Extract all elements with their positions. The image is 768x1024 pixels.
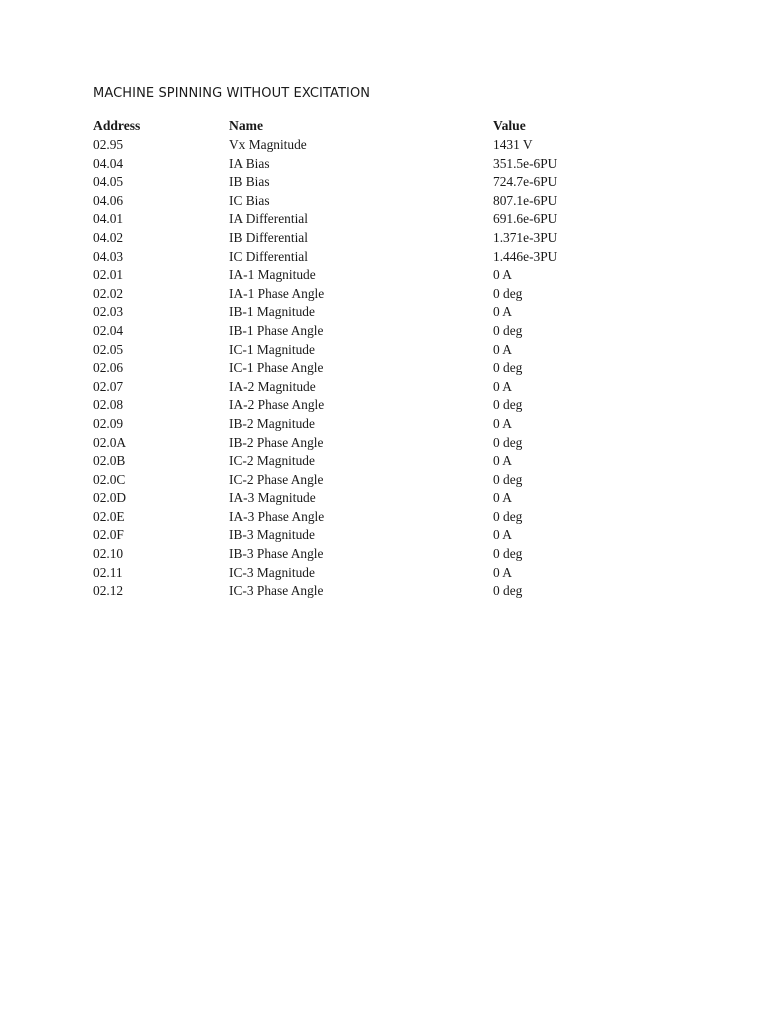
table-row	[93, 434, 653, 453]
cell-name: IA-1 Phase Angle	[229, 285, 325, 301]
cell-value: 0 A	[493, 341, 512, 357]
table-row	[93, 415, 653, 434]
cell-address: 02.07	[93, 378, 124, 394]
cell-address: 04.03	[93, 248, 124, 264]
table-row	[93, 341, 653, 360]
cell-address: 02.0D	[93, 490, 127, 506]
cell-address: 04.04	[93, 155, 124, 171]
cell-value: 807.1e-6PU	[493, 192, 558, 208]
cell-name: IB-1 Magnitude	[229, 304, 315, 320]
table-row	[93, 303, 653, 322]
table-row	[93, 452, 653, 471]
cell-address: 02.11	[93, 564, 123, 580]
cell-value: 0 A	[493, 267, 512, 283]
table-row	[93, 173, 653, 192]
cell-address: 02.12	[93, 583, 124, 599]
cell-name: IA Differential	[229, 211, 308, 227]
cell-value: 0 deg	[493, 508, 523, 524]
table-row	[93, 322, 653, 341]
table-row	[93, 508, 653, 527]
cell-name: IB-2 Magnitude	[229, 415, 315, 431]
cell-value: 0 deg	[493, 285, 523, 301]
cell-name: IA-2 Phase Angle	[229, 397, 325, 413]
cell-value: 0 deg	[493, 397, 523, 413]
table-row	[93, 396, 653, 415]
cell-name: IB-2 Phase Angle	[229, 434, 324, 450]
cell-address: 02.0E	[93, 508, 125, 524]
cell-name: IC-2 Magnitude	[229, 453, 315, 469]
cell-address: 04.06	[93, 192, 124, 208]
cell-value: 0 A	[493, 453, 512, 469]
cell-address: 04.05	[93, 174, 124, 190]
cell-value: 351.5e-6PU	[493, 155, 558, 171]
table-row	[93, 564, 653, 583]
cell-name: IA-1 Magnitude	[229, 267, 316, 283]
cell-value: 0 A	[493, 378, 512, 394]
table-row	[93, 471, 653, 490]
cell-value: 0 deg	[493, 471, 523, 487]
cell-address: 02.04	[93, 322, 124, 338]
cell-value: 0 A	[493, 304, 512, 320]
cell-name: IC-2 Phase Angle	[229, 471, 324, 487]
cell-value: 0 deg	[493, 360, 523, 376]
cell-value: 0 deg	[493, 583, 523, 599]
cell-value: 0 deg	[493, 434, 523, 450]
cell-address: 02.0F	[93, 527, 124, 543]
table-row	[93, 582, 653, 601]
table-body	[93, 136, 653, 601]
header-row	[93, 117, 653, 136]
cell-address: 04.01	[93, 211, 124, 227]
table-row	[93, 359, 653, 378]
cell-address: 02.05	[93, 341, 124, 357]
measurement-table	[93, 117, 653, 601]
cell-address: 02.03	[93, 304, 124, 320]
cell-name: IC Bias	[229, 192, 270, 208]
cell-name: Vx Magnitude	[229, 137, 307, 152]
cell-name: IA Bias	[229, 155, 270, 171]
table-row	[93, 266, 653, 285]
cell-value: 0 A	[493, 415, 512, 431]
cell-value: 0 A	[493, 490, 512, 506]
cell-name: IA-3 Magnitude	[229, 490, 316, 506]
cell-name: IB-1 Phase Angle	[229, 322, 324, 338]
cell-address: 02.0B	[93, 453, 126, 469]
cell-address: 02.95	[93, 137, 124, 152]
column-header-value: Value	[493, 118, 526, 134]
table-row	[93, 285, 653, 304]
cell-name: IC Differential	[229, 248, 308, 264]
table-row	[93, 155, 653, 174]
table-row	[93, 489, 653, 508]
cell-value: 724.7e-6PU	[493, 174, 558, 190]
column-header-name: Name	[229, 118, 263, 134]
cell-value: 691.6e-6PU	[493, 211, 558, 227]
cell-name: IA-3 Phase Angle	[229, 508, 325, 524]
cell-address: 02.06	[93, 360, 124, 376]
cell-address: 02.09	[93, 415, 124, 431]
cell-name: IB Bias	[229, 174, 270, 190]
cell-name: IC-1 Phase Angle	[229, 360, 324, 376]
table-header	[93, 117, 653, 136]
cell-value: 1.446e-3PU	[493, 248, 558, 264]
page-title: MACHINE SPINNING WITHOUT EXCITATION	[93, 86, 371, 101]
cell-value: 1.371e-3PU	[493, 229, 558, 245]
cell-name: IB-3 Phase Angle	[229, 546, 324, 562]
cell-value: 0 A	[493, 564, 512, 580]
cell-address: 02.08	[93, 397, 124, 413]
cell-name: IB Differential	[229, 229, 308, 245]
table-row	[93, 210, 653, 229]
cell-name: IC-3 Phase Angle	[229, 583, 324, 599]
cell-address: 02.10	[93, 546, 124, 562]
cell-value: 0 deg	[493, 322, 523, 338]
column-header-address: Address	[93, 118, 141, 134]
cell-address: 04.02	[93, 229, 124, 245]
cell-name: IC-3 Magnitude	[229, 564, 315, 580]
table-row	[93, 248, 653, 267]
cell-name: IA-2 Magnitude	[229, 378, 316, 394]
cell-value: 0 deg	[493, 546, 523, 562]
table-row	[93, 229, 653, 248]
cell-name: IB-3 Magnitude	[229, 527, 315, 543]
table-row	[93, 192, 653, 211]
cell-address: 02.01	[93, 267, 124, 283]
cell-address: 02.02	[93, 285, 124, 301]
cell-name: IC-1 Magnitude	[229, 341, 315, 357]
cell-address: 02.0A	[93, 434, 127, 450]
table-row	[93, 136, 653, 155]
cell-value: 1431 V	[493, 137, 533, 152]
table-row	[93, 378, 653, 397]
table-row	[93, 545, 653, 564]
cell-address: 02.0C	[93, 471, 126, 487]
cell-value: 0 A	[493, 527, 512, 543]
table-row	[93, 526, 653, 545]
